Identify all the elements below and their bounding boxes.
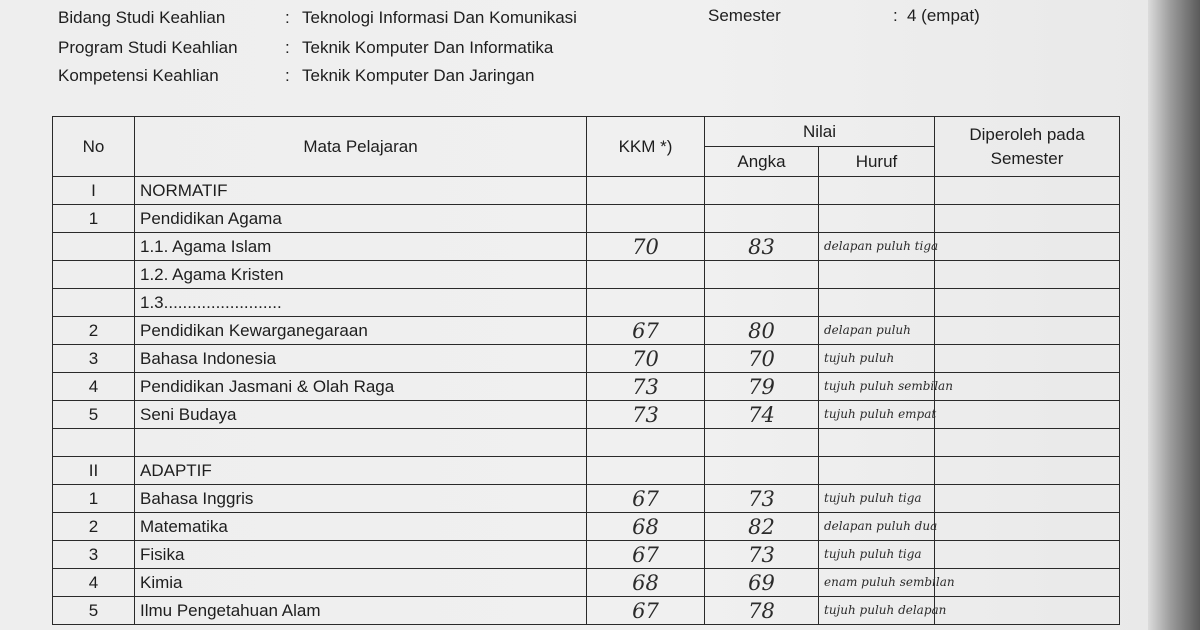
row-kkm: 67 [587, 597, 705, 625]
row-angka: 74 [705, 401, 819, 429]
row-no: 2 [53, 317, 135, 345]
row-angka: 82 [705, 513, 819, 541]
row-semester [935, 177, 1120, 205]
row-no: 5 [53, 597, 135, 625]
row-huruf: tujuh puluh empat [819, 401, 935, 429]
program-label: Program Studi Keahlian [58, 38, 238, 57]
row-angka: 80 [705, 317, 819, 345]
program-value: Teknik Komputer Dan Informatika [302, 38, 554, 57]
semester-value: 4 (empat) [907, 6, 980, 25]
row-angka: 83 [705, 233, 819, 261]
kompetensi-colon: : [285, 66, 290, 85]
table-row [53, 317, 1120, 345]
row-no: 1 [53, 205, 135, 233]
row-kkm: 68 [587, 513, 705, 541]
table-row [53, 541, 1120, 569]
row-subject [135, 429, 587, 457]
row-no: 3 [53, 541, 135, 569]
row-semester [935, 569, 1120, 597]
header-no: No [53, 117, 135, 177]
row-huruf: tujuh puluh [819, 345, 935, 373]
row-semester [935, 541, 1120, 569]
row-huruf [819, 457, 935, 485]
row-huruf: tujuh puluh tiga [819, 485, 935, 513]
row-huruf [819, 261, 935, 289]
scan-edge-shadow [1148, 0, 1200, 630]
row-kkm: 68 [587, 569, 705, 597]
row-kkm [587, 205, 705, 233]
row-kkm: 70 [587, 233, 705, 261]
row-kkm [587, 261, 705, 289]
row-kkm [587, 457, 705, 485]
table-row [53, 177, 1120, 205]
bidang-label: Bidang Studi Keahlian [58, 8, 226, 27]
row-subject: Fisika [135, 541, 587, 569]
row-kkm: 67 [587, 317, 705, 345]
row-huruf: tujuh puluh tiga [819, 541, 935, 569]
row-no: 1 [53, 485, 135, 513]
row-angka: 73 [705, 485, 819, 513]
row-angka [705, 429, 819, 457]
row-semester [935, 513, 1120, 541]
bidang-value: Teknologi Informasi Dan Komunikasi [302, 8, 577, 27]
row-huruf [819, 289, 935, 317]
row-subject: Pendidikan Kewarganegaraan [135, 317, 587, 345]
row-huruf [819, 205, 935, 233]
row-kkm [587, 177, 705, 205]
row-no: 4 [53, 373, 135, 401]
kompetensi-value: Teknik Komputer Dan Jaringan [302, 66, 535, 85]
table-row [53, 205, 1120, 233]
row-no: 3 [53, 345, 135, 373]
row-subject: Seni Budaya [135, 401, 587, 429]
semester-colon: : [893, 6, 898, 25]
table-row [53, 457, 1120, 485]
row-kkm: 73 [587, 401, 705, 429]
row-angka [705, 261, 819, 289]
row-angka: 79 [705, 373, 819, 401]
row-subject: Bahasa Inggris [135, 485, 587, 513]
program-colon: : [285, 38, 290, 57]
row-no [53, 233, 135, 261]
row-huruf: enam puluh sembilan [819, 569, 935, 597]
table-row [53, 261, 1120, 289]
row-semester [935, 457, 1120, 485]
row-semester [935, 597, 1120, 625]
row-angka [705, 457, 819, 485]
row-kkm: 67 [587, 485, 705, 513]
row-angka: 73 [705, 541, 819, 569]
row-angka [705, 289, 819, 317]
row-no: 2 [53, 513, 135, 541]
row-semester [935, 289, 1120, 317]
row-no: I [53, 177, 135, 205]
row-semester [935, 373, 1120, 401]
table-row [53, 513, 1120, 541]
table-row [53, 597, 1120, 625]
kompetensi-label: Kompetensi Keahlian [58, 66, 219, 85]
row-kkm: 67 [587, 541, 705, 569]
table-row [53, 429, 1120, 457]
row-subject: Kimia [135, 569, 587, 597]
row-subject: 1.3......................... [135, 289, 587, 317]
table-row [53, 373, 1120, 401]
row-no: 4 [53, 569, 135, 597]
row-angka [705, 177, 819, 205]
row-angka [705, 205, 819, 233]
table-row [53, 345, 1120, 373]
row-subject: Matematika [135, 513, 587, 541]
header-huruf: Huruf [819, 147, 935, 177]
grades-body [53, 177, 1120, 625]
row-no [53, 261, 135, 289]
table-row [53, 569, 1120, 597]
header-kkm: KKM *) [587, 117, 705, 177]
row-semester [935, 345, 1120, 373]
row-subject: ADAPTIF [135, 457, 587, 485]
row-subject: Ilmu Pengetahuan Alam [135, 597, 587, 625]
header-mata-pelajaran: Mata Pelajaran [135, 117, 587, 177]
row-huruf: delapan puluh tiga [819, 233, 935, 261]
row-angka: 69 [705, 569, 819, 597]
row-no: 5 [53, 401, 135, 429]
row-subject: 1.2. Agama Kristen [135, 261, 587, 289]
row-semester [935, 233, 1120, 261]
row-huruf: delapan puluh [819, 317, 935, 345]
row-huruf [819, 177, 935, 205]
row-semester [935, 401, 1120, 429]
grades-table [52, 116, 1120, 625]
row-kkm [587, 289, 705, 317]
row-huruf [819, 429, 935, 457]
row-subject: Bahasa Indonesia [135, 345, 587, 373]
row-semester [935, 261, 1120, 289]
header-angka: Angka [705, 147, 819, 177]
row-semester [935, 429, 1120, 457]
table-row [53, 485, 1120, 513]
row-kkm: 70 [587, 345, 705, 373]
row-huruf: tujuh puluh delapan [819, 597, 935, 625]
row-subject: 1.1. Agama Islam [135, 233, 587, 261]
row-subject: Pendidikan Jasmani & Olah Raga [135, 373, 587, 401]
row-semester [935, 205, 1120, 233]
row-subject: NORMATIF [135, 177, 587, 205]
row-semester [935, 317, 1120, 345]
header-diperoleh: Diperoleh pada Semester [935, 117, 1120, 177]
row-kkm: 73 [587, 373, 705, 401]
table-row [53, 289, 1120, 317]
table-row [53, 401, 1120, 429]
row-angka: 78 [705, 597, 819, 625]
row-huruf: delapan puluh dua [819, 513, 935, 541]
row-kkm [587, 429, 705, 457]
table-row [53, 233, 1120, 261]
row-angka: 70 [705, 345, 819, 373]
row-huruf: tujuh puluh sembilan [819, 373, 935, 401]
row-no: II [53, 457, 135, 485]
row-no [53, 289, 135, 317]
row-semester [935, 485, 1120, 513]
row-no [53, 429, 135, 457]
header-nilai: Nilai [705, 117, 935, 147]
bidang-colon: : [285, 8, 290, 27]
row-subject: Pendidikan Agama [135, 205, 587, 233]
semester-label: Semester [708, 6, 781, 25]
